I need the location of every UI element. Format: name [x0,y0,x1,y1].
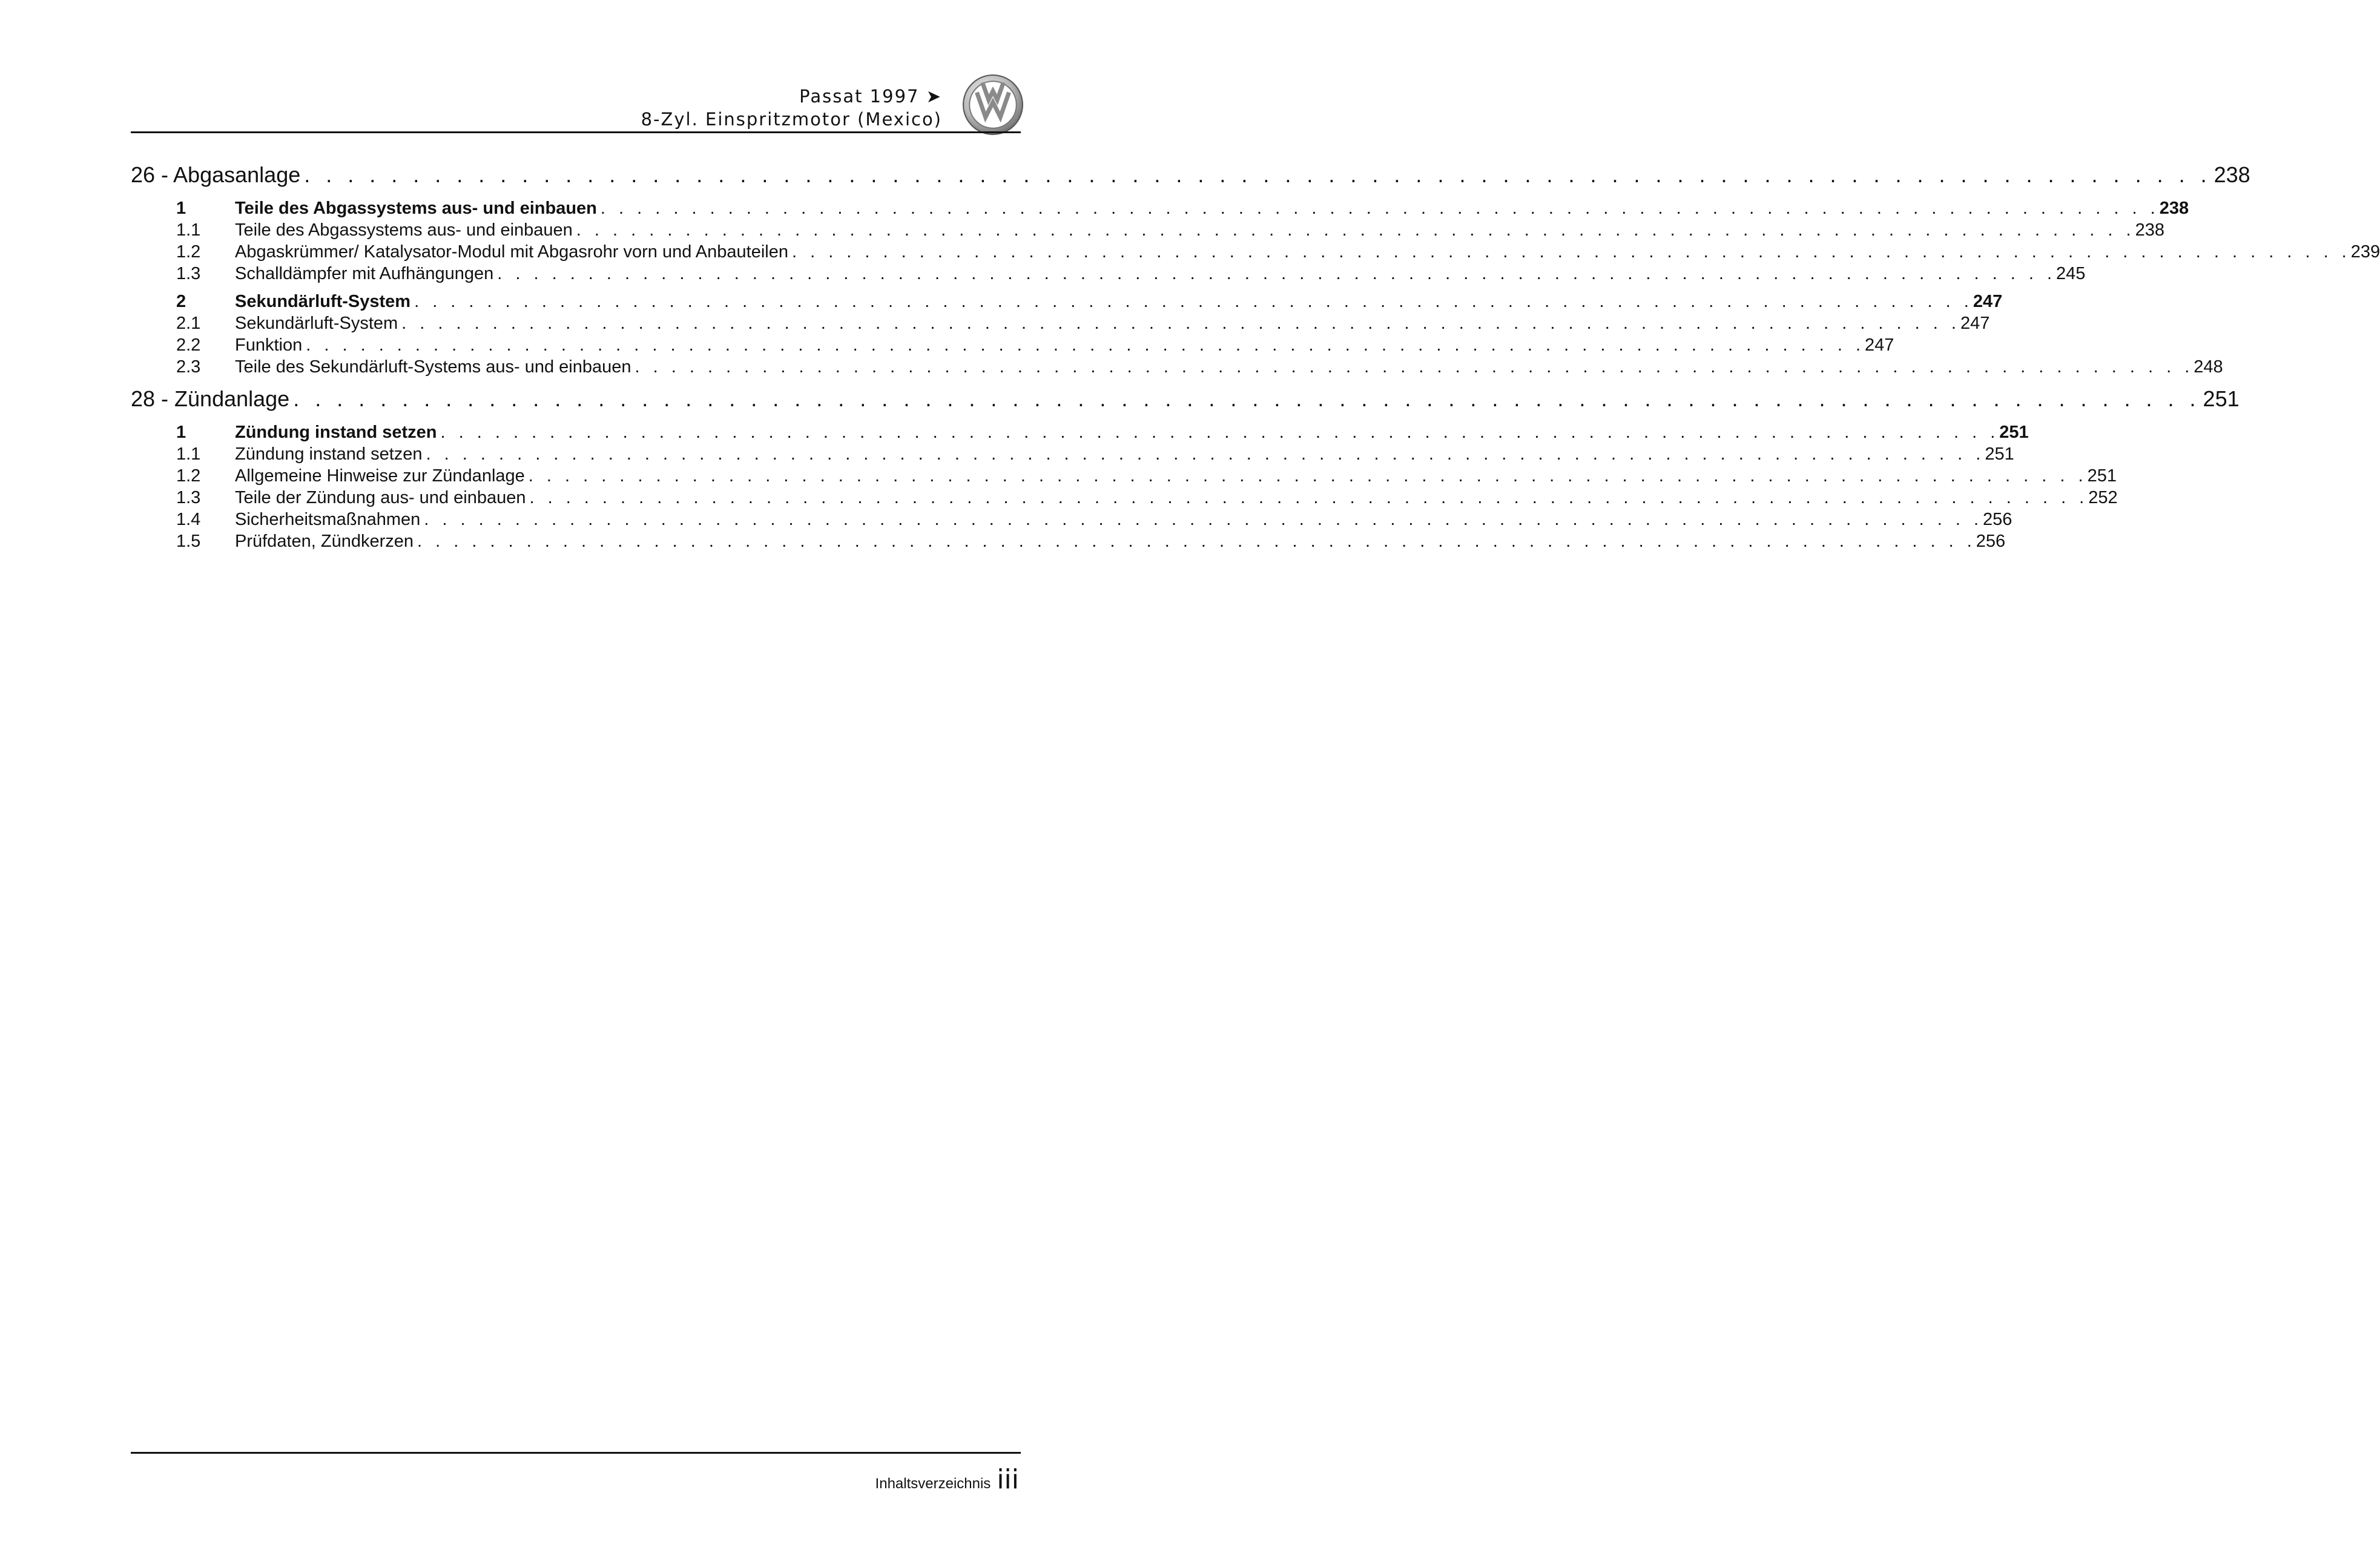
entry-title: Zündung instand setzen [235,423,437,442]
entry-page: 238 [2159,199,2189,218]
dot-leader: . . . . . . . . . . . . . . . . . . . . . . . . . . . . . . . . . . . . . . . . . . . . . . . . . . . . . . . . . . . . . . . . . . . . . . . . . . . . . . . . . . . . . . [635,357,2194,377]
header-model: Passat 1997 ➤ [799,86,942,107]
entry-page: 251 [1999,423,2029,442]
toc-entry[interactable] [131,292,2003,314]
header-rule [131,131,1021,133]
dot-leader: . . . . . . . . . . . . . . . . . . . . . . . . . . . . . . . . . . . . . . . . . . . . . . . . . . . . . . . . . . . . . . . . . . . . . . . . . . . . . . . . . . . . . . [417,532,1976,551]
dot-leader: . . . . . . . . . . . . . . . . . . . . . . . . . . . . . . . . . . . . . . . . . . . . . . . . . . . . . . . . . . . . . . . . . . . . . . . . . . . . . . . . . . . . . . . . [293,386,2201,411]
vw-logo-icon [962,74,1024,136]
dot-leader: . . . . . . . . . . . . . . . . . . . . . . . . . . . . . . . . . . . . . . . . . . . . . . . . . . . . . . . . . . . . . . . . . . . . . . . . . . . . . . . . . . . . . . . . [304,162,2212,187]
dot-leader: . . . . . . . . . . . . . . . . . . . . . . . . . . . . . . . . . . . . . . . . . . . . . . . . . . . . . . . . . . . . . . . . . . . . . . . . . . . . . . . . . . . . . . [401,314,1960,333]
chapter-title: 26 - Abgasanlage [131,162,301,187]
entry-page: 247 [1865,335,1894,355]
entry-number: 1.4 [176,510,201,529]
entry-number: 1.1 [176,220,201,240]
toc-entry[interactable] [131,220,2164,242]
entry-page: 251 [2087,466,2117,486]
dot-leader: . . . . . . . . . . . . . . . . . . . . . . . . . . . . . . . . . . . . . . . . . . . . . . . . . . . . . . . . . . . . . . . . . . . . . . . . . . . . . . . . . . . . . . [440,423,2000,442]
entry-number: 1.2 [176,242,201,262]
toc-entry[interactable] [131,532,2006,553]
entry-number: 1.2 [176,466,201,486]
entry-number: 1.1 [176,444,201,464]
entry-number: 1.3 [176,488,201,507]
entry-page: 252 [2088,488,2118,507]
toc-entry[interactable] [131,488,2118,510]
entry-title: Sekundärluft-System [235,292,411,311]
entry-number: 1 [176,199,186,218]
page-header [131,85,1021,133]
entry-title: Prüfdaten, Zündkerzen [235,532,414,551]
entry-title: Sekundärluft-System [235,314,398,333]
dot-leader: . . . . . . . . . . . . . . . . . . . . . . . . . . . . . . . . . . . . . . . . . . . . . . . . . . . . . . . . . . . . . . . . . . . . . . . . . . . . . . . . . . . . . . [576,220,2135,240]
dot-leader: . . . . . . . . . . . . . . . . . . . . . . . . . . . . . . . . . . . . . . . . . . . . . . . . . . . . . . . . . . . . . . . . . . . . . . . . . . . . . . . . . . . . . . [306,335,1865,355]
toc-entry[interactable] [131,357,2223,379]
entry-number: 1.5 [176,532,201,551]
footer-rule [131,1452,1021,1454]
toc-entry[interactable] [131,242,2380,264]
toc-entry[interactable] [131,444,2014,466]
page-footer [875,1464,1019,1495]
entry-page: 251 [1985,444,2014,464]
entry-number: 1 [176,423,186,442]
dot-leader: . . . . . . . . . . . . . . . . . . . . . . . . . . . . . . . . . . . . . . . . . . . . . . . . . . . . . . . . . . . . . . . . . . . . . . . . . . . . . . . . . . . . . . [424,510,1983,529]
toc-entry[interactable] [131,199,2189,220]
chapter-title: 28 - Zündanlage [131,386,290,411]
entry-number: 2.1 [176,314,201,333]
entry-page: 247 [1960,314,1990,333]
entry-title: Teile des Abgassystems aus- und einbauen [235,220,573,240]
entry-number: 2.2 [176,335,201,355]
entry-title: Schalldämpfer mit Aufhängungen [235,264,494,283]
toc-entry[interactable] [131,510,2012,532]
dot-leader: . . . . . . . . . . . . . . . . . . . . . . . . . . . . . . . . . . . . . . . . . . . . . . . . . . . . . . . . . . . . . . . . . . . . . . . . . . . . . . . . . . . . . . [426,444,1985,464]
footer-label: Inhaltsverzeichnis [875,1476,991,1492]
entry-page: 247 [1973,292,2003,311]
dot-leader: . . . . . . . . . . . . . . . . . . . . . . . . . . . . . . . . . . . . . . . . . . . . . . . . . . . . . . . . . . . . . . . . . . . . . . . . . . . . . . . . . . . . . . [528,466,2088,486]
entry-title: Teile der Zündung aus- und einbauen [235,488,526,507]
toc-chapter-28[interactable] [131,386,2240,414]
dot-leader: . . . . . . . . . . . . . . . . . . . . . . . . . . . . . . . . . . . . . . . . . . . . . . . . . . . . . . . . . . . . . . . . . . . . . . . . . . . . . . . . . . . . . . [600,199,2160,218]
toc-entry[interactable] [131,335,1894,357]
entry-page: 239 [2350,242,2380,262]
toc-entry[interactable] [131,466,2117,488]
entry-title: Teile des Sekundärluft-Systems aus- und einbauen [235,357,631,377]
entry-page: 238 [2135,220,2164,240]
header-text [641,85,942,131]
entry-title: Abgaskrümmer/ Katalysator-Modul mit Abgasrohr vorn und Anbauteilen [235,242,788,262]
page-number: iii [997,1464,1019,1495]
dot-leader: . . . . . . . . . . . . . . . . . . . . . . . . . . . . . . . . . . . . . . . . . . . . . . . . . . . . . . . . . . . . . . . . . . . . . . . . . . . . . . . . . . . . . . [529,488,2089,507]
toc-entry[interactable] [131,314,1990,335]
toc-entry[interactable] [131,264,2086,286]
entry-page: 248 [2194,357,2223,377]
dot-leader: . . . . . . . . . . . . . . . . . . . . . . . . . . . . . . . . . . . . . . . . . . . . . . . . . . . . . . . . . . . . . . . . . . . . . . . . . . . . . . . . . . . . . . [791,242,2351,262]
entry-page: 256 [1976,532,2006,551]
chapter-page: 238 [2214,162,2250,187]
entry-title: Teile des Abgassystems aus- und einbauen [235,199,597,218]
header-engine: 8-Zyl. Einspritzmotor (Mexico) [641,109,942,130]
entry-number: 2.3 [176,357,201,377]
entry-title: Funktion [235,335,303,355]
entry-title: Allgemeine Hinweise zur Zündanlage [235,466,525,486]
toc-entry[interactable] [131,423,2029,444]
entry-number: 1.3 [176,264,201,283]
table-of-contents [131,162,2380,553]
entry-page: 256 [1983,510,2012,529]
entry-title: Zündung instand setzen [235,444,423,464]
entry-number: 2 [176,292,186,311]
dot-leader: . . . . . . . . . . . . . . . . . . . . . . . . . . . . . . . . . . . . . . . . . . . . . . . . . . . . . . . . . . . . . . . . . . . . . . . . . . . . . . . . . . . . . . [414,292,1973,311]
toc-chapter-26[interactable] [131,162,2250,190]
dot-leader: . . . . . . . . . . . . . . . . . . . . . . . . . . . . . . . . . . . . . . . . . . . . . . . . . . . . . . . . . . . . . . . . . . . . . . . . . . . . . . . . . . . . . . [497,264,2057,283]
entry-title: Sicherheitsmaßnahmen [235,510,421,529]
entry-page: 245 [2056,264,2086,283]
chapter-page: 251 [2203,386,2240,411]
